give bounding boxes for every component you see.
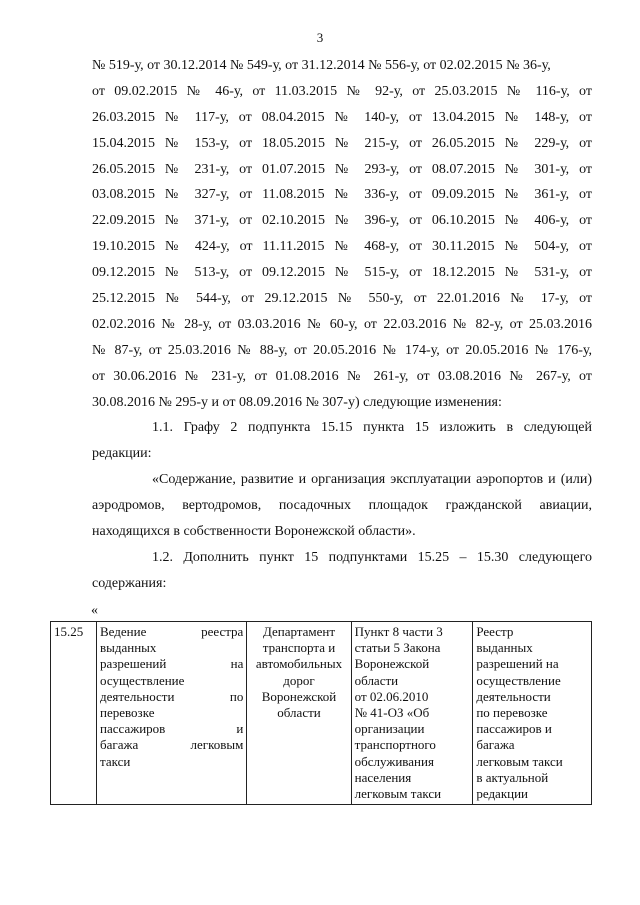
- cell-line: дорог: [283, 672, 315, 688]
- cell-line: багажа: [476, 737, 515, 753]
- text-line: от 09.02.2015 № 46-у, от 11.03.2015 № 92-у, от 25.03.2015 № 116-у, от: [92, 83, 592, 99]
- text-line: 15.04.2015 № 153-у, от 18.05.2015 № 215-у, от 26.05.2015 № 229-у, от: [92, 135, 592, 151]
- cell-line: пассажиров и: [100, 721, 244, 737]
- cell-line: автомобильных: [255, 656, 343, 672]
- document-body: [92, 53, 592, 597]
- cell-line: багажа легковым: [100, 737, 244, 753]
- text-line: 22.09.2015 № 371-у, от 02.10.2015 № 396-у, от 06.10.2015 № 406-у, от: [92, 213, 592, 229]
- item-number-cell: 15.25: [51, 622, 97, 805]
- text-line: 26.05.2015 № 231-у, от 01.07.2015 № 293-у, от 08.07.2015 № 301-у, от: [92, 161, 592, 177]
- result-cell: [473, 622, 592, 805]
- text-line: 19.10.2015 № 424-у, от 11.11.2015 № 468-у, от 30.11.2015 № 504-у, от: [92, 239, 592, 255]
- legal-basis-cell: [351, 622, 473, 805]
- cell-line: обслуживания: [354, 753, 434, 769]
- cell-line: Реестр: [476, 624, 514, 639]
- registry-table: [50, 621, 592, 805]
- cell-line: разрешений на: [100, 656, 244, 672]
- cell-line: транспортного: [354, 737, 436, 753]
- cell-line: области: [277, 705, 321, 721]
- cell-line: Ведение реестра: [100, 624, 244, 639]
- cell-line: легковым такси: [354, 786, 442, 802]
- cell-line: перевозке: [100, 705, 155, 721]
- function-cell: [97, 622, 247, 805]
- cell-line: статьи 5 Закона: [354, 640, 441, 656]
- text-line: 30.08.2016 № 295-у и от 08.09.2016 № 307-у) следующие изменения:: [92, 394, 502, 410]
- text-line: 26.03.2015 № 117-у, от 08.04.2015 № 140-у, от 13.04.2015 № 148-у, от: [92, 109, 592, 125]
- text-line: 25.12.2015 № 544-у, от 29.12.2015 № 550-у, от 22.01.2016 № 17-у, от: [92, 291, 592, 307]
- table-row: [51, 622, 592, 805]
- cell-line: населения: [354, 769, 412, 785]
- cell-line: деятельности по: [100, 688, 244, 704]
- cell-line: деятельности: [476, 688, 551, 704]
- cell-line: осуществление: [476, 672, 561, 688]
- cell-line: такси: [100, 753, 131, 769]
- text-line: 09.12.2015 № 513-у, от 09.12.2015 № 515-у, от 18.12.2015 № 531-у, от: [92, 265, 592, 281]
- cell-line: организации: [354, 721, 425, 737]
- page-number: 3: [316, 30, 324, 45]
- cell-line: по перевозке: [476, 705, 548, 721]
- opening-quote-mark: «: [91, 603, 98, 618]
- cell-line: пассажиров и: [476, 721, 552, 737]
- cell-line: редакции: [476, 786, 529, 802]
- paragraph-1-2-line: содержания:: [92, 575, 167, 591]
- cell-line: Воронежской: [261, 688, 337, 704]
- cell-line: Воронежской: [354, 656, 430, 672]
- text-line: от 30.06.2016 № 231-у, от 01.08.2016 № 261-у, от 03.08.2016 № 267-у, от: [92, 368, 592, 384]
- cell-line: № 41-ОЗ «Об: [354, 705, 430, 721]
- cell-line: выданных: [100, 640, 157, 656]
- text-line: 02.02.2016 № 28-у, от 03.03.2016 № 60-у, от 22.03.2016 № 82-у, от 25.03.2016: [92, 316, 592, 332]
- cell-line: от 02.06.2010: [354, 688, 429, 704]
- cell-line: легковым такси: [476, 753, 563, 769]
- cell-line: области: [354, 672, 399, 688]
- cell-line: транспорта и: [262, 640, 336, 656]
- department-cell: [247, 622, 351, 805]
- paragraph-1-1-line: 1.1. Графу 2 подпункта 15.15 пункта 15 изложить в следующей: [152, 420, 592, 436]
- text-line: 03.08.2015 № 327-у, от 11.08.2015 № 336-у, от 09.09.2015 № 361-у, от: [92, 187, 592, 203]
- text-line: № 519-у, от 30.12.2014 № 549-у, от 31.12.2014 № 556-у, от 02.02.2015 № 36-у,: [92, 58, 551, 73]
- paragraph-1-1-line: редакции:: [92, 446, 152, 462]
- text-line: № 87-у, от 25.03.2016 № 88-у, от 20.05.2016 № 174-у, от 20.05.2016 № 176-у,: [92, 342, 592, 358]
- cell-line: выданных: [476, 640, 533, 656]
- quoted-text-line: «Содержание, развитие и организация эксплуатации аэропортов и (или): [152, 472, 592, 488]
- quoted-text-line: находящихся в собственности Воронежской области».: [92, 524, 416, 540]
- cell-line: в актуальной: [476, 769, 549, 785]
- cell-line: разрешений на: [476, 656, 559, 672]
- quoted-text-line: аэродромов, вертодромов, посадочных площадок гражданской авиации,: [92, 498, 592, 514]
- cell-line: Департамент: [262, 624, 336, 639]
- cell-line: Пункт 8 части 3: [354, 624, 443, 639]
- paragraph-1-2-line: 1.2. Дополнить пункт 15 подпунктами 15.25 – 15.30 следующего: [152, 549, 592, 565]
- cell-line: осуществление: [100, 672, 185, 688]
